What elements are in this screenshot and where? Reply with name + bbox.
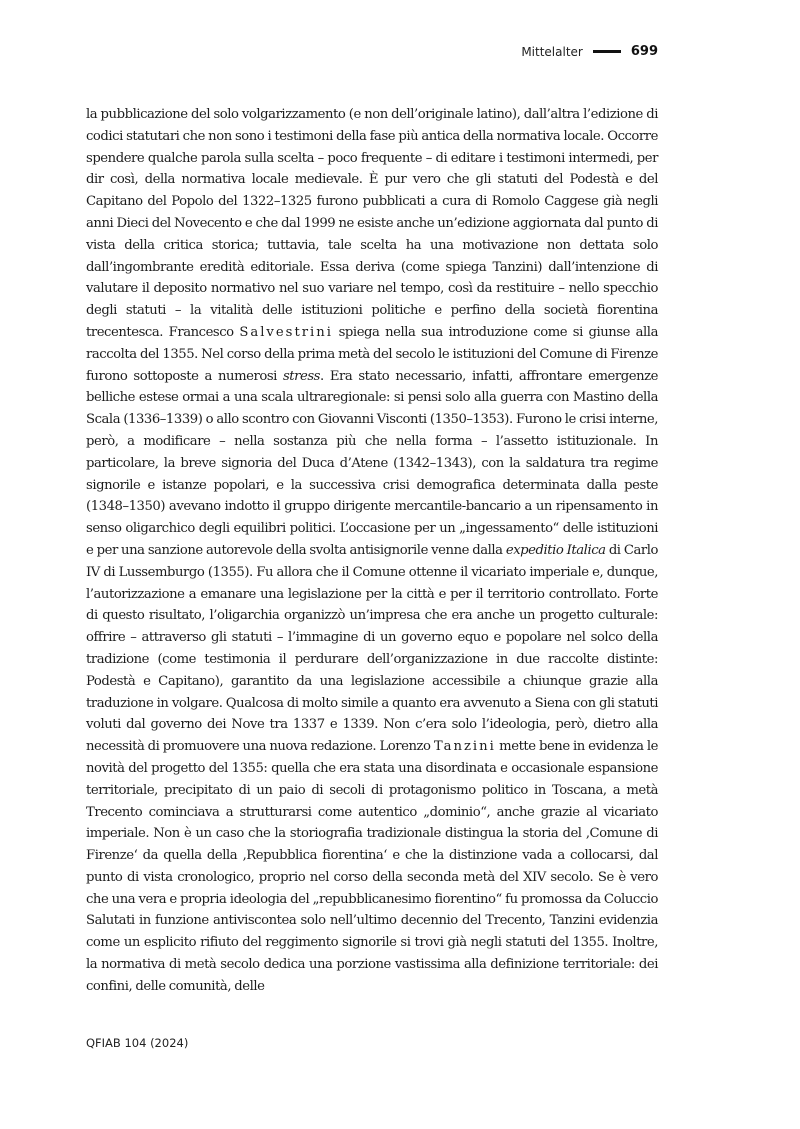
header-rule xyxy=(593,50,621,53)
running-title: Mittelalter xyxy=(521,44,583,59)
text-segment-1: la pubblicazione del solo volgarizzamento (e non dell’originale latino), dall’altra l’edizione di codici statutari che non sono i testimoni della fase più antica della normativa locale. Occorre spendere qualche parola sulla scelta – poco frequente – di editare i testimoni intermedi, per dir così, della normativa locale medievale. È pur vero che gli statuti del Podestà e del Capitano del Popolo del 1322–1325 furono pubblicati a cura di Romolo Caggese già negli anni Dieci del Novecento e che dal 1999 ne esiste anche un’edizione aggiornata dal punto di vista della critica storica; tuttavia, tale scelta ha una motivazione non dettata solo dall’ingombrante eredità editoriale. Essa deriva (come spiega Tanzini) dall’intenzione di valutare il deposito normativo nel suo variare nel tempo, così da restituire – nello specchio degli statuti – la vitalità delle istituzioni politiche e perfino della società fiorentina trecentesca. Francesco xyxy=(86,107,658,340)
text-segment-4: di Carlo IV di Lussemburgo (1355). Fu allora che il Comune ottenne il vicariato imperiale e, dunque, l’autorizzazione a emanare una legislazione per la città e per il territorio controllato. Forte di questo risultato, l’oligarchia organizzò un’impresa che era anche un progetto culturale: offrire – attraverso gli statuti – l’immagine di un governo equo e popolare nel solco della tradizione (come testimonia il perdurare dell’organizzazione in due raccolte distinte: Podestà e Capitano), garantito da una legislazione accessibile a chiunque grazie alla traduzione in volgare. Qualcosa di molto simile a quanto era avvenuto a Siena con gli statuti voluti dal governo dei Nove tra 1337 e 1339. Non c’era solo l’ideologia, però, dietro alla necessità di promuovere una nuova redazione. Lorenzo xyxy=(86,542,658,755)
italic-expeditio-italica: expeditio Italica xyxy=(505,542,606,558)
text-segment-3: . Era stato necessario, infatti, affrontare emergenze belliche estese ormai a una scala ultraregionale: si pensi solo alla guerra con Mastino della Scala (1336–1339) o allo scontro con Giovanni Visconti (1350–1353). Furono le crisi interne, però, a modificare – nella sostanza più che nella forma – l’assetto istituzionale. In particolare, la breve signoria del Duca d’Atene (1342–1343), con la saldatura tra regime signorile e istanze popolari, e la successiva crisi demografica determinata dalla peste (1348–1350) avevano indotto il gruppo dirigente mercantile-bancario a un ripensamento in senso oligarchico degli equilibri politici. L’occasione per un „ingessamento“ delle istituzioni e per una sanzione autorevole della svolta antisignorile venne dalla xyxy=(86,368,658,558)
author-name-tanzini: Tanzini xyxy=(433,739,496,755)
body-paragraph xyxy=(86,104,658,998)
running-header xyxy=(521,44,658,59)
journal-footer: QFIAB 104 (2024) xyxy=(86,1036,189,1050)
italic-stress: stress xyxy=(282,368,320,384)
page-number: 699 xyxy=(630,44,658,59)
text-segment-2: spiega nella sua introduzione come si giunse alla raccolta del 1355. Nel corso della prima metà del secolo le istituzioni del Comune di Firenze furono sottoposte a numerosi xyxy=(86,324,658,384)
author-name-salvestrini: Salvestrini xyxy=(239,324,333,340)
text-segment-5: mette bene in evidenza le novità del progetto del 1355: quella che era stata una disordinata e occasionale espansione territoriale, precipitato di un paio di secoli di protagonismo politico in Toscana, a metà Trecento cominciava a strutturarsi come autentico „dominio“, anche grazie al vicariato imperiale. Non è un caso che la storiografia tradizionale distingua la storia del ‚Comune di Firenze‘ da quella della ‚Repubblica fiorentina‘ e che la distinzione vada a collocarsi, dal punto di vista cronologico, proprio nel corso della seconda metà del XIV secolo. Se è vero che una vera e propria ideologia del „repubblicanesimo fiorentino“ fu promossa da Coluccio Salutati in funzione antiviscontea solo nell’ultimo decennio del Trecento, Tanzini evidenzia come un esplicito rifiuto del reggimento signorile si trovi già negli statuti del 1355. Inoltre, la normativa di metà secolo dedica una porzione vastissima alla definizione territoriale: dei confini, delle comunità, delle xyxy=(86,739,658,994)
